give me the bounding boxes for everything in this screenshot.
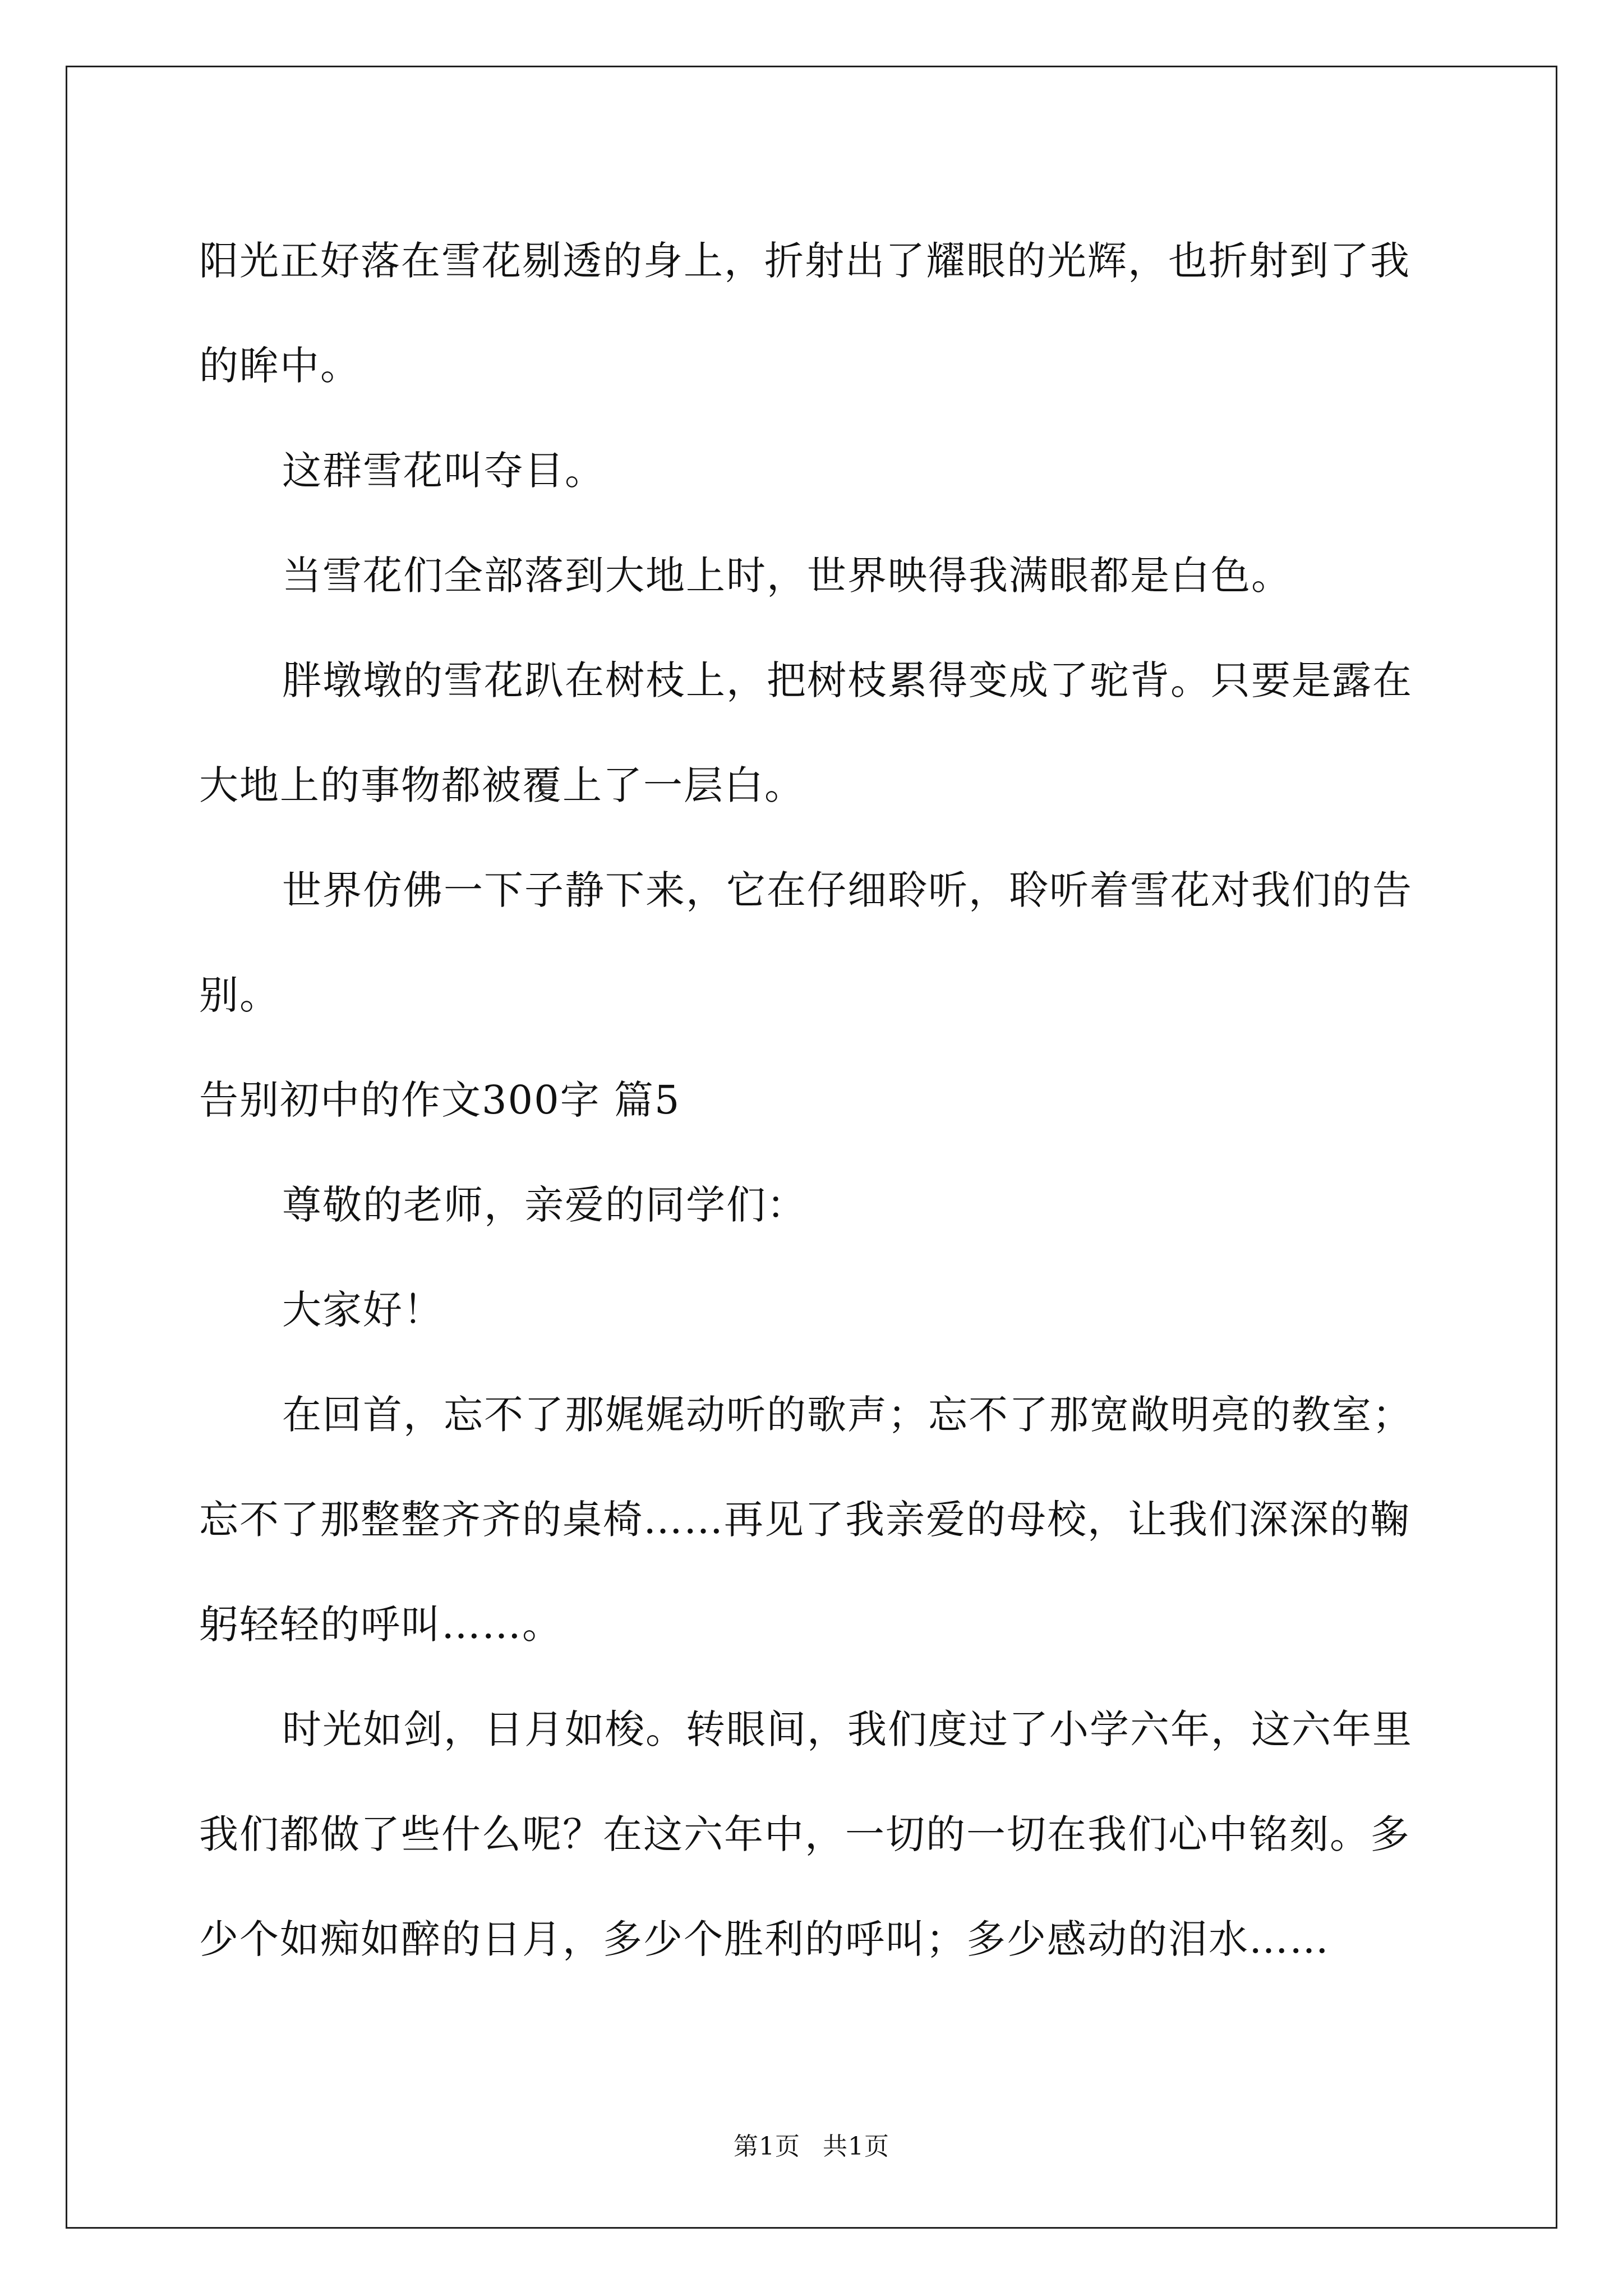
paragraph-2: 这群雪花叫夺目。 — [282, 448, 605, 494]
document-body — [199, 209, 1427, 1992]
page-number-current: 第1页 — [734, 2132, 800, 2161]
page-footer — [0, 2126, 1623, 2162]
paragraph-5: 世界仿佛一下子静下来，它在仔细聆听，聆听着雪花对我们的告别。 — [199, 867, 1413, 1018]
paragraph-9: 时光如剑，日月如梭。转眼间，我们度过了小学六年，这六年里我们都做了些什么呢？在这六年中，一切的一切在我们心中铭刻。多少个如痴如醉的日月，多少个胜利的呼叫；多少感动的泪水…… — [199, 1706, 1413, 1962]
paragraph-8: 在回首，忘不了那娓娓动听的歌声；忘不了那宽敞明亮的教室；忘不了那整整齐齐的桌椅……再见了我亲爱的母校，让我们深深的鞠躬轻轻的呼叫……。 — [199, 1392, 1413, 1648]
page-number-total: 共1页 — [823, 2132, 889, 2161]
paragraph-7: 大家好！ — [282, 1287, 444, 1333]
paragraph-1: 阳光正好落在雪花剔透的身上，折射出了耀眼的光辉，也折射到了我的眸中。 — [199, 238, 1410, 389]
paragraph-6: 尊敬的老师，亲爱的同学们： — [282, 1182, 807, 1228]
paragraph-3: 当雪花们全部落到大地上时，世界映得我满眼都是白色。 — [282, 553, 1292, 599]
section-heading: 告别初中的作文300字 篇5 — [199, 1077, 681, 1123]
paragraph-4: 胖墩墩的雪花趴在树枝上，把树枝累得变成了驼背。只要是露在大地上的事物都被覆上了一层白。 — [199, 657, 1413, 808]
